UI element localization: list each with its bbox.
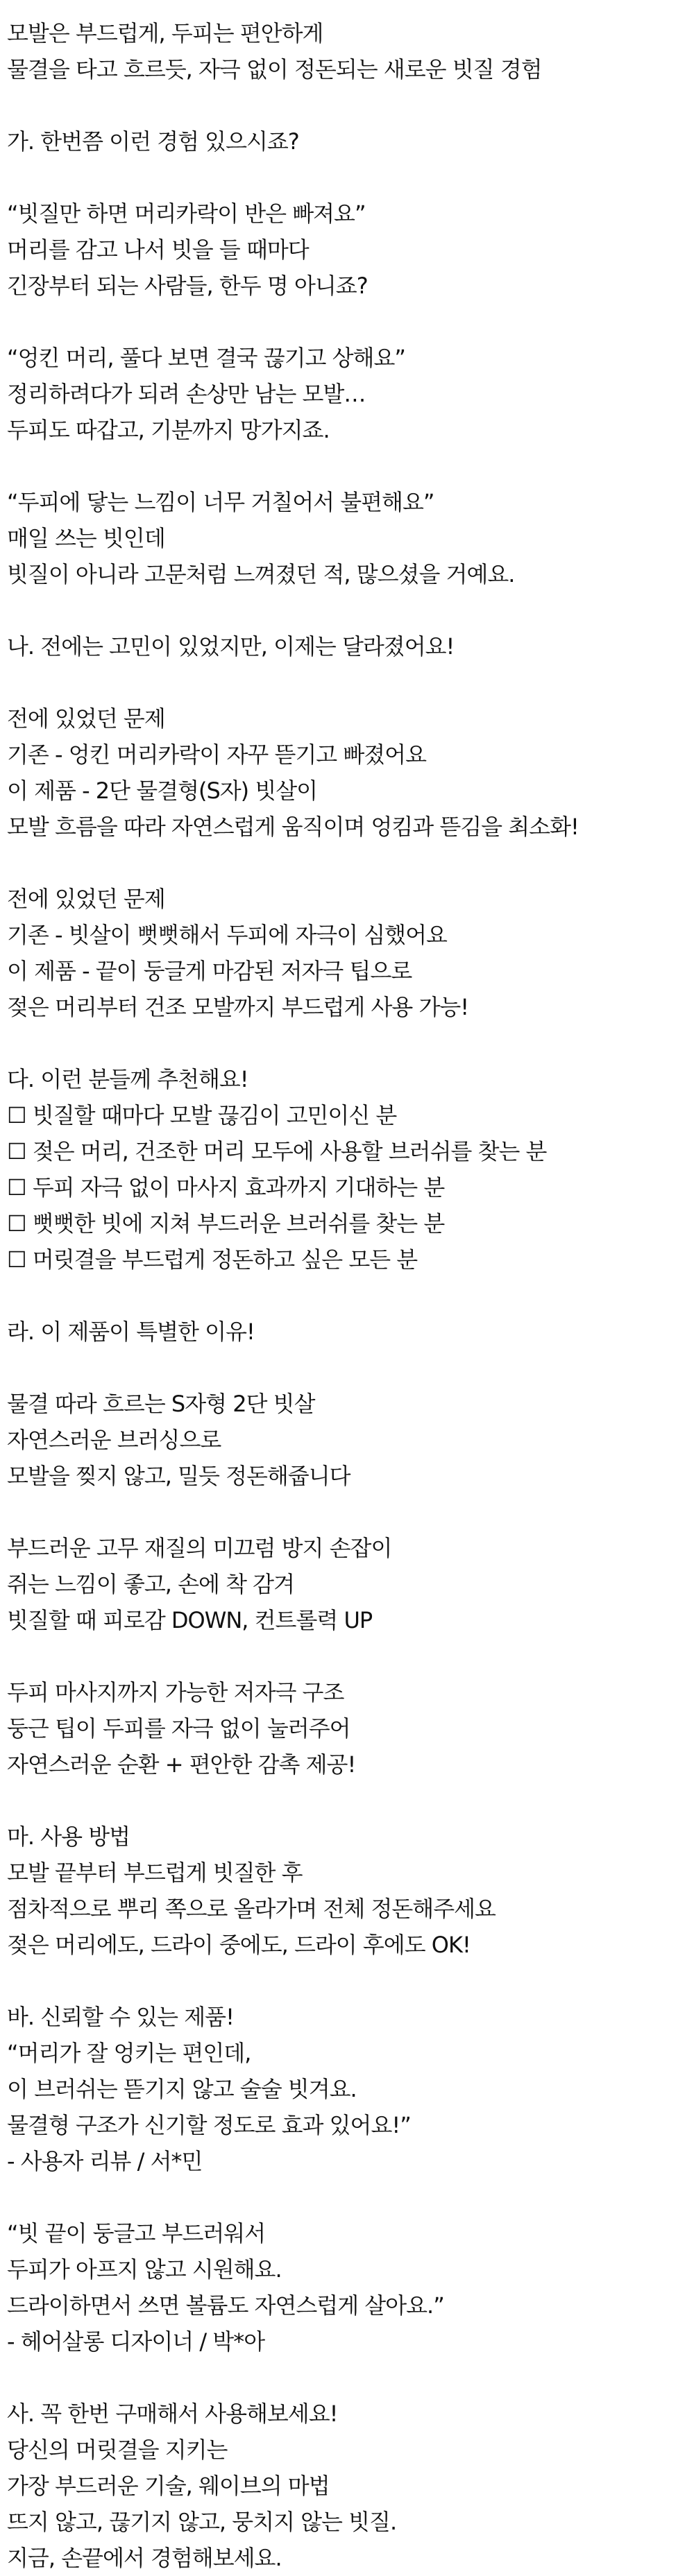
text-paragraph: [7, 1999, 694, 2179]
text-paragraph: [7, 15, 694, 87]
text-line: 모발을 찢지 않고, 밀듯 정돈해줍니다: [7, 1463, 350, 1489]
text-paragraph: [7, 1674, 694, 1783]
text-line: 이 제품 - 2단 물결형(S자) 빗살이: [7, 778, 318, 804]
text-line: “두피에 닿는 느낌이 너무 거칠어서 불편해요”: [7, 489, 434, 515]
text-line: 드라이하면서 쓰면 볼륨도 자연스럽게 살아요.”: [7, 2292, 444, 2319]
text-line: 지금, 손끝에서 경험해보세요.: [7, 2545, 282, 2571]
text-line: 사. 꼭 한번 구매해서 사용해보세요!: [7, 2401, 338, 2427]
text-line: “빗 끝이 둥글고 부드러워서: [7, 2220, 266, 2247]
text-paragraph: [7, 1061, 694, 1278]
text-line: 모발 흐름을 따라 자연스럽게 움직이며 엉킴과 뜯김을 최소화!: [7, 814, 579, 840]
text-line: “머리가 잘 엉키는 편인데,: [7, 2040, 251, 2066]
text-line: 두피도 따갑고, 기분까지 망가지죠.: [7, 417, 330, 443]
text-line: - 사용자 리뷰 / 서*민: [7, 2148, 203, 2174]
text-line: 쥐는 느낌이 좋고, 손에 착 감겨: [7, 1571, 294, 1597]
text-paragraph: [7, 2215, 694, 2360]
text-line: 젖은 머리부터 건조 모발까지 부드럽게 사용 가능!: [7, 994, 469, 1020]
text-line: 부드러운 고무 재질의 미끄럼 방지 손잡이: [7, 1535, 392, 1561]
text-line: 두피 마사지까지 가능한 저자극 구조: [7, 1679, 344, 1706]
text-paragraph: [7, 196, 694, 304]
text-paragraph: [7, 123, 694, 160]
text-line: 빗질이 아니라 고문처럼 느껴졌던 적, 많으셨을 거예요.: [7, 561, 515, 587]
text-paragraph: [7, 1386, 694, 1494]
text-line: 자연스러운 순환 + 편안한 감촉 제공!: [7, 1751, 356, 1778]
text-line: 머리를 감고 나서 빗을 들 때마다: [7, 237, 309, 263]
text-line: 당신의 머릿결을 지키는: [7, 2437, 228, 2463]
text-paragraph: [7, 1530, 694, 1638]
text-line: 나. 전에는 고민이 있었지만, 이제는 달라졌어요!: [7, 633, 455, 660]
text-line: 두피가 아프지 않고 시원해요.: [7, 2256, 282, 2283]
text-line: 전에 있었던 문제: [7, 705, 165, 732]
text-line: 마. 사용 방법: [7, 1823, 130, 1850]
text-line: 둥근 팁이 두피를 자극 없이 눌러주어: [7, 1715, 350, 1742]
text-line: 이 제품 - 끝이 둥글게 마감된 저자극 팁으로: [7, 958, 412, 984]
text-line: 긴장부터 되는 사람들, 한두 명 아니죠?: [7, 273, 368, 299]
text-paragraph: [7, 484, 694, 592]
text-line: 정리하려다가 되려 손상만 남는 모발…: [7, 381, 366, 407]
text-line: ☐ 빗질할 때마다 모발 끊김이 고민이신 분: [7, 1102, 397, 1128]
text-line: 기존 - 엉킨 머리카락이 자꾸 뜯기고 빠졌어요: [7, 741, 426, 768]
text-paragraph: [7, 701, 694, 845]
text-paragraph: [7, 1314, 694, 1350]
text-line: 빗질할 때 피로감 DOWN, 컨트롤력 UP: [7, 1607, 373, 1633]
text-line: 매일 쓰는 빗인데: [7, 525, 165, 551]
text-line: 가. 한번쯤 이런 경험 있으시죠?: [7, 128, 299, 155]
text-line: 기존 - 빗살이 뻣뻣해서 두피에 자극이 심했어요: [7, 922, 447, 948]
text-line: - 헤어살롱 디자이너 / 박*아: [7, 2328, 265, 2355]
text-line: 다. 이런 분들께 추천해요!: [7, 1066, 248, 1092]
text-line: ☐ 두피 자극 없이 마사지 효과까지 기대하는 분: [7, 1174, 445, 1201]
text-line: 모발은 부드럽게, 두피는 편안하게: [7, 20, 323, 46]
text-line: 바. 신뢰할 수 있는 제품!: [7, 2004, 234, 2030]
text-paragraph: [7, 628, 694, 664]
text-line: “빗질만 하면 머리카락이 반은 빠져요”: [7, 200, 366, 227]
text-paragraph: [7, 340, 694, 448]
text-line: 모발 끝부터 부드럽게 빗질한 후: [7, 1860, 303, 1886]
text-paragraph: [7, 2396, 694, 2576]
text-line: 전에 있었던 문제: [7, 886, 165, 912]
text-line: 물결 따라 흐르는 S자형 2단 빗살: [7, 1391, 315, 1417]
text-line: 자연스러운 브러싱으로: [7, 1427, 221, 1453]
text-line: 물결을 타고 흐르듯, 자극 없이 정돈되는 새로운 빗질 경험: [7, 56, 542, 83]
text-line: 물결형 구조가 신기할 정도로 효과 있어요!”: [7, 2112, 411, 2138]
text-line: 가장 부드러운 기술, 웨이브의 마법: [7, 2473, 330, 2499]
text-paragraph: [7, 1819, 694, 1963]
text-line: 이 브러쉬는 뜯기지 않고 술술 빗겨요.: [7, 2076, 357, 2102]
text-line: 라. 이 제품이 특별한 이유!: [7, 1319, 255, 1345]
text-line: ☐ 머릿결을 부드럽게 정돈하고 싶은 모든 분: [7, 1246, 418, 1273]
text-line: ☐ 뻣뻣한 빗에 지쳐 부드러운 브러쉬를 찾는 분: [7, 1210, 445, 1237]
text-paragraph: [7, 881, 694, 1025]
text-line: 젖은 머리에도, 드라이 중에도, 드라이 후에도 OK!: [7, 1932, 471, 1958]
text-line: 점차적으로 뿌리 쪽으로 올라가며 전체 정돈해주세요: [7, 1896, 496, 1922]
text-line: 뜨지 않고, 끊기지 않고, 뭉치지 않는 빗질.: [7, 2509, 397, 2535]
text-line: ☐ 젖은 머리, 건조한 머리 모두에 사용할 브러쉬를 찾는 분: [7, 1138, 547, 1165]
text-line: “엉킨 머리, 풀다 보면 결국 끊기고 상해요”: [7, 345, 405, 371]
